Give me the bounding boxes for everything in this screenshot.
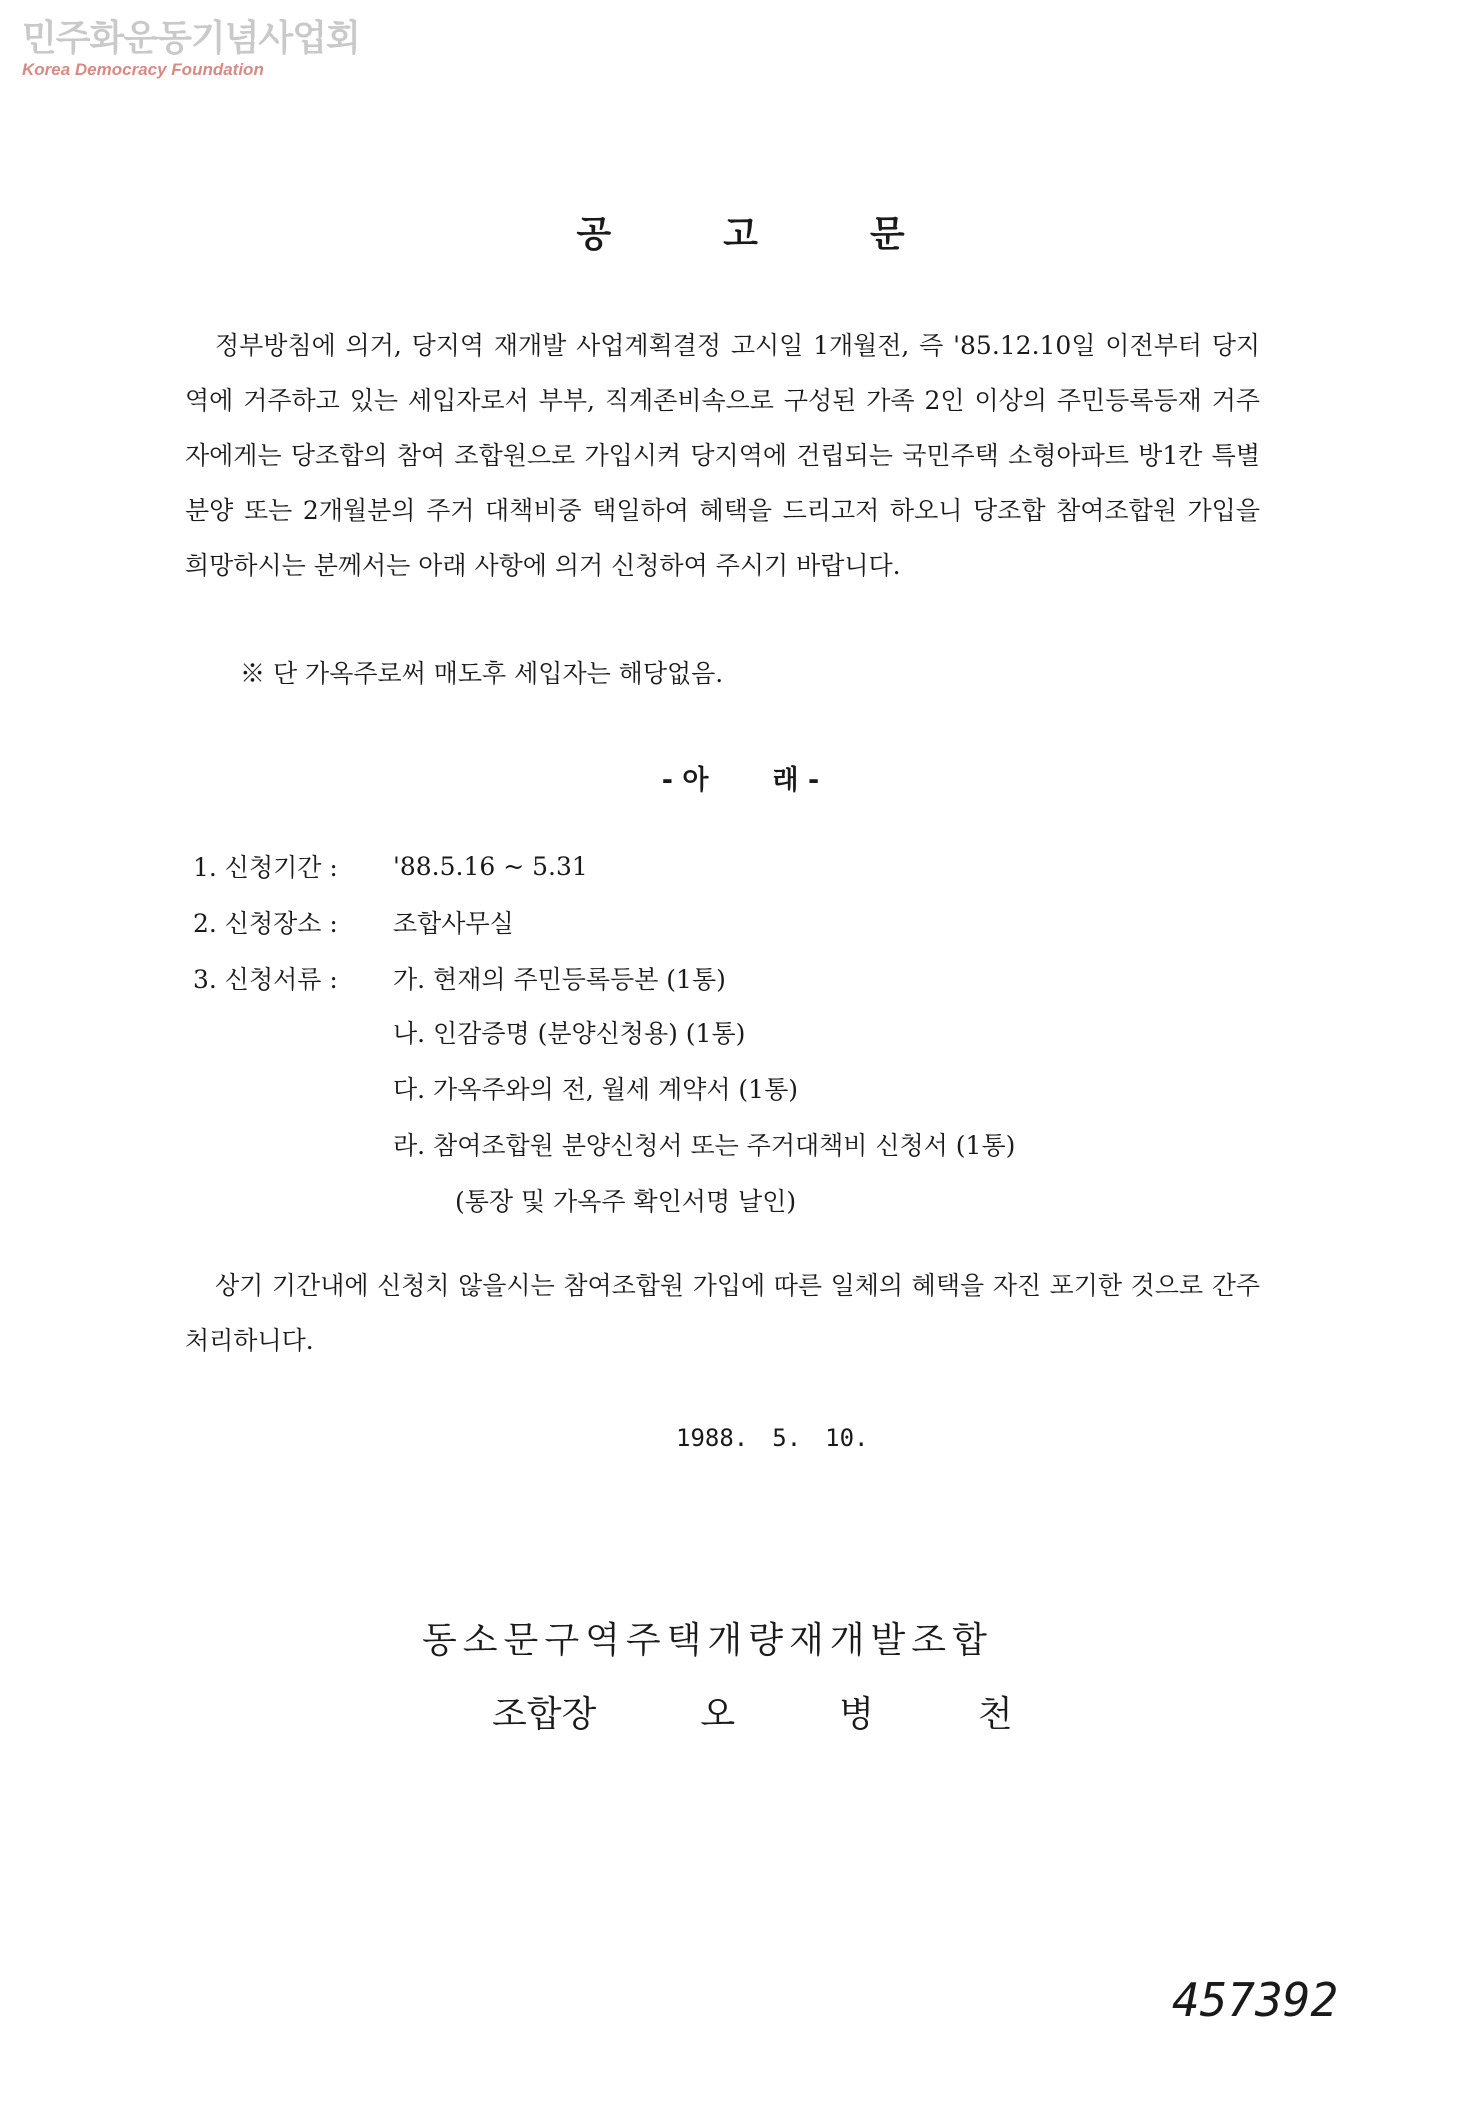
period-value: '88.5.16 ~ 5.31 xyxy=(393,851,588,881)
watermark-logo xyxy=(22,18,360,80)
item-period xyxy=(193,838,1015,894)
document-note: (통장 및 가옥주 확인서명 날인) xyxy=(455,1187,797,1216)
date-day: 10. xyxy=(825,1424,869,1452)
document-2: 나. 인감증명 (분양신청용) (1통) xyxy=(393,1019,746,1048)
document-title xyxy=(0,206,1481,257)
archive-number-text: 457392 xyxy=(1172,1973,1339,2027)
remark-heading xyxy=(0,758,1481,797)
handwritten-number-icon xyxy=(1166,1954,1356,2034)
watermark-korean: 민주화운동기념사업회 xyxy=(22,18,360,59)
title-char-1: 공 xyxy=(576,214,612,255)
title-char-2: 고 xyxy=(723,214,758,255)
intro-paragraph xyxy=(185,318,1260,593)
watermark-english: Korea Democracy Foundation xyxy=(22,60,264,79)
intro-text: 정부방침에 의거, 당지역 재개발 사업계획결정 고시일 1개월전, 즉 '85.12.10일 이전부터 당지역에 거주하고 있는 세입자로서 부부, 직계존비속으로 구성된 가족 2인 이상의 주민등록등재 거주자에게는 당조합의 참여 조합원으로 가입시켜 당지역에 건립되는 국민주택 소형아파트 방1칸 특별분양 또는 2개월분의 주거 대책비중 택일하여 혜택을 드리고저 하오니 당조합 참여조합원 가입을 희망하시는 분께서는 아래 사항에 의거 신청하여 주시기 바랍니다. xyxy=(185,331,1260,580)
union-chief xyxy=(492,1686,1013,1737)
notice-date xyxy=(676,1424,869,1452)
item-place xyxy=(193,894,1015,950)
closing-paragraph xyxy=(185,1258,1260,1368)
chief-name-3: 천 xyxy=(977,1694,1013,1735)
date-year: 1988. xyxy=(676,1424,749,1452)
documents-label: 3. 신청서류 : xyxy=(193,965,338,994)
place-value: 조합사무실 xyxy=(393,909,514,938)
place-label: 2. 신청장소 : xyxy=(193,909,338,938)
document-4: 라. 참여조합원 분양신청서 또는 주거대책비 신청서 (1통) xyxy=(393,1131,1016,1160)
title-char-3: 문 xyxy=(869,214,905,255)
remark-part-1: - 아 xyxy=(661,765,709,796)
chief-name-2: 병 xyxy=(839,1694,874,1735)
exception-note: ※ 단 가옥주로써 매도후 세입자는 해당없음. xyxy=(240,659,724,688)
chief-title: 조합장 xyxy=(492,1694,597,1735)
date-month: 5. xyxy=(772,1424,802,1452)
remark-part-2: 래 - xyxy=(772,765,820,796)
document-1: 가. 현재의 주민등록등본 (1통) xyxy=(393,965,726,994)
archive-number-stamp xyxy=(1166,1954,1356,2038)
item-documents xyxy=(193,950,1015,1006)
application-items xyxy=(193,838,1015,1230)
document-3: 다. 가옥주와의 전, 월세 계약서 (1통) xyxy=(393,1075,798,1104)
chief-name-1: 오 xyxy=(700,1694,736,1735)
organization-name: 동소문구역주택개량재개발조합 xyxy=(422,1620,993,1661)
period-label: 1. 신청기간 : xyxy=(193,853,338,882)
closing-text: 상기 기간내에 신청치 않을시는 참여조합원 가입에 따른 일체의 혜택을 자진 포기한 것으로 간주 처리하니다. xyxy=(185,1271,1260,1355)
